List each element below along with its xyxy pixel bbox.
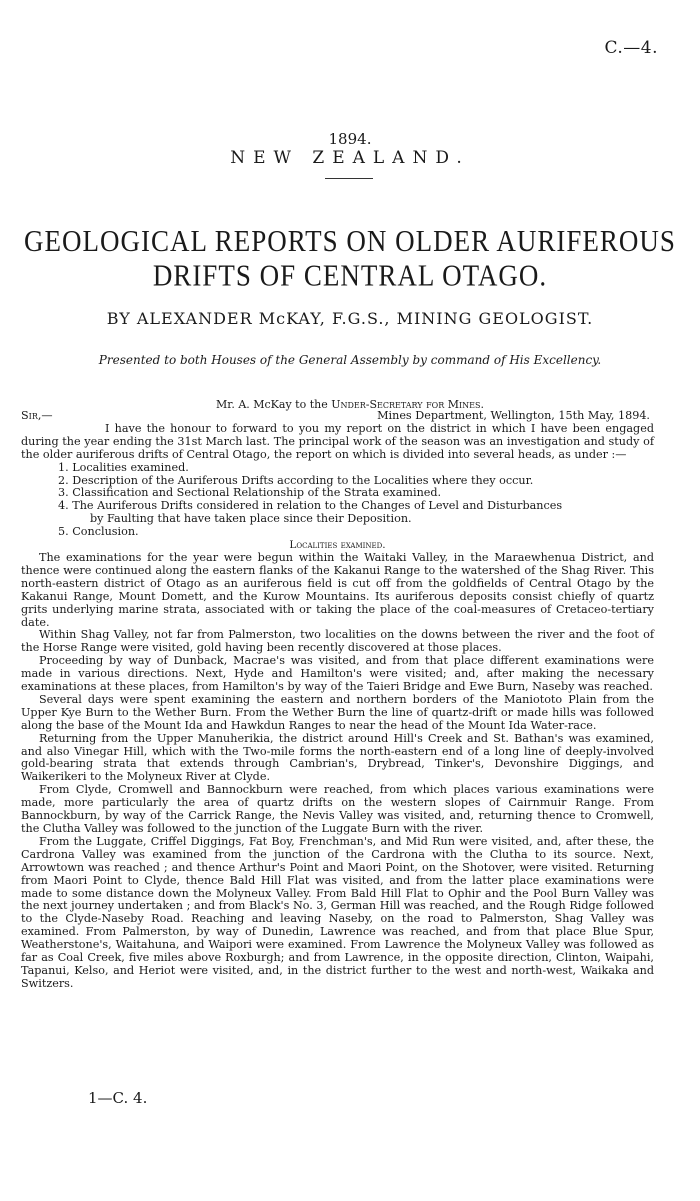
paragraph: From Clyde, Cromwell and Bannockburn were reached, from which places various examinations were made, more particularly the area of quartz drifts on the western slopes of Cairnmuir Range. From Bannockburn, by way of the Carrick Range, the Nevis Valley was visited, and, returning thence to Cromwell, the Clutha Valley was followed to the junction of the Luggate Burn with the river. (21, 783, 654, 835)
paragraph: Proceeding by way of Dunback, Macrae's was visited, and from that place different examinations were made in various directions. Next, Hyde and Hamilton's were visited; and, after making the necessary examinations at these places, from Hamilton's by way of the Taieri Bridge and Ewe Burn, Naseby was reached. (21, 654, 654, 694)
list-item: by Faulting that have taken place since their Deposition. (90, 512, 412, 526)
country-heading: NEW ZEALAND. (230, 148, 470, 168)
list-item: 5. Conclusion. (58, 525, 139, 539)
letter-recipient: Under-Secretary for Mines. (331, 398, 484, 411)
report-heads-list (21, 462, 654, 539)
paragraph: From the Luggate, Criffel Diggings, Fat Boy, Frenchman's, and Mid Run were visited, and, after these, the Cardrona Valley was examined from the junction of the Cardrona with the Clutha to its source. Next, Arrowtown was reached ; and thence Arthur's Point and Maori Point, on the Shotover, were visited. Returning from Maori Point to Clyde, thence Bald Hill Flat was visited, and from the latter place examinations were made to some distance down the Molyneux Valley. From Bald Hill Flat to Ophir and the Pool Burn Valley was the next journey undertaken ; and from Black's No. 3, German Hill was reached, and the Rough Ridge followed to the Clyde-Naseby Road. Reaching and leaving Naseby, on the road to Palmerston, Shag Valley was examined. From Palmerston, by way of Dunedin, Lawrence was reached, and from that place Blue Spur, Weatherstone's, Waitahuna, and Waipori were examined. From Lawrence the Molyneux Valley was followed as far as Coal Creek, five miles above Roxburgh; and from Lawrence, in the opposite direction, Clinton, Waipahi, Tapanui, Kelso, and Heriot were visited, and, in the district further to the west and north-west, Waikaka and Switzers. (21, 834, 654, 990)
section-heading: Localities examined. (289, 539, 386, 552)
presentation-note: Presented to both Houses of the General Assembly by command of His Excellency. (98, 353, 602, 367)
title-line-2: DRIFTS OF CENTRAL OTAGO. (152, 258, 548, 293)
document-title (0, 224, 700, 293)
salutation: Sir,— (21, 409, 53, 422)
list-item: 2. Description of the Auriferous Drifts according to the Localities where they occur. (58, 473, 534, 487)
list-item: 3. Classification and Sectional Relationship of the Strata examined. (58, 486, 442, 500)
list-item: 1. Localities examined. (58, 460, 189, 474)
title-line-1: GEOLOGICAL REPORTS ON OLDER AURIFEROUS (24, 224, 676, 258)
list-item: 4. The Auriferous Drifts considered in relation to the Changes of Level and Disturbances (58, 499, 563, 513)
paragraph: Several days were spent examining the eastern and northern borders of the Maniototo Plain from the Upper Kye Burn to the Wether Burn. From the Wether Burn the line of quartz-drift or made hills was followed along the base of the Mount Ida and Hawkdun Ranges to near the head of the Mount Ida Water-race. (21, 692, 654, 732)
intro-paragraph: I have the honour to forward to you my report on the district in which I have been engaged during the year ending the 31st March last. The principal work of the season was an investigation and study of the older auriferous drifts of Central Otago, the report on which is divided into several heads, as under :— (21, 421, 654, 461)
paragraph: Returning from the Upper Manuherikia, the district around Hill's Creek and St. Bathan's was examined, and also Vinegar Hill, which with the Two-mile forms the north-eastern end of a long line of deeply-involved gold-bearing strata that extends through Cambrian's, Drybread, Tinker's, Devonshire Diggings, and Waikerikeri to the Molyneux River at Clyde. (21, 731, 654, 784)
letter-heading-prefix: Mr. A. McKay to the (216, 398, 332, 411)
author-line: BY ALEXANDER McKAY, F.G.S., MINING GEOLOGIST. (106, 309, 594, 328)
divider (325, 178, 373, 179)
paragraph: The examinations for the year were begun within the Waitaki Valley, in the Maraewhenua District, and thence were continued along the eastern flanks of the Kakanui Range to the watershed of the Shag River. This north-eastern district of Otago as an auriferous field is cut off from the goldfields of Central Otago by the Kakanui Range, Mount Domett, and the Kurow Mountains. Its auriferous deposits consist chiefly of quartz grits underlying marine strata, associated with or taking the place of the coal-measures of Cretaceo-tertiary date. (21, 550, 654, 629)
year: 1894. (328, 130, 372, 148)
footer-reference: 1—C. 4. (88, 1089, 148, 1107)
salutation-row (21, 410, 654, 423)
dateline: Mines Department, Wellington, 15th May, 1894. (377, 409, 650, 422)
page-reference: C.—4. (604, 38, 658, 58)
paragraph: Within Shag Valley, not far from Palmerston, two localities on the downs between the river and the foot of the Horse Range were visited, gold having been recently discovered at those places. (21, 628, 654, 655)
letter-body (21, 410, 654, 991)
